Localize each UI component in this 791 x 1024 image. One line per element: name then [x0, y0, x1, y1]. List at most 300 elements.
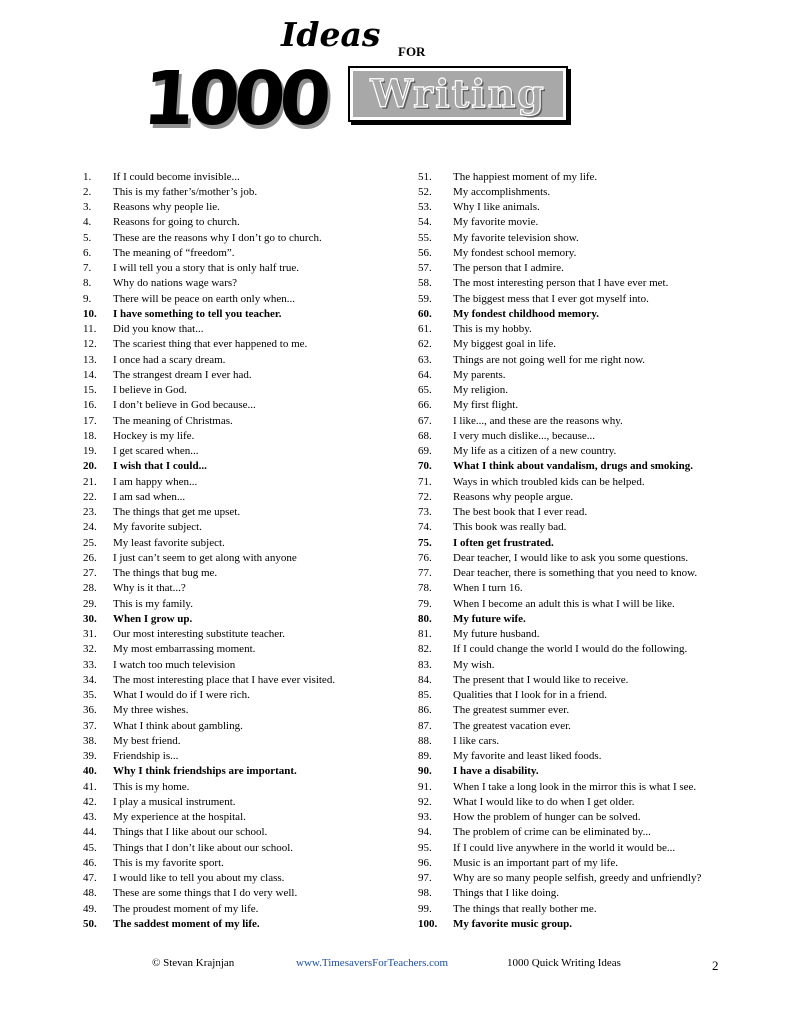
item-text: What I would like to do when I get older.: [453, 795, 635, 808]
item-number: 9.: [83, 292, 92, 305]
item-number: 31.: [83, 628, 97, 641]
item-number: 34.: [83, 673, 97, 686]
item-number: 23.: [83, 506, 97, 519]
item-text: My three wishes.: [113, 704, 189, 717]
item-number: 36.: [83, 704, 97, 717]
list-item: [418, 566, 748, 581]
item-number: 6.: [83, 246, 92, 259]
item-number: 27.: [83, 567, 97, 580]
item-number: 47.: [83, 872, 97, 885]
list-item: [83, 383, 393, 398]
item-text: The strangest dream I ever had.: [113, 368, 252, 381]
item-number: 85.: [418, 689, 432, 702]
item-text: Ways in which troubled kids can be helped.: [453, 475, 645, 488]
item-text: Why I like animals.: [453, 201, 540, 214]
item-number: 30.: [83, 612, 97, 625]
item-number: 92.: [418, 795, 432, 808]
list-item: [418, 718, 748, 733]
item-text: I am happy when...: [113, 475, 198, 488]
item-number: 62.: [418, 338, 432, 351]
item-number: 4.: [83, 216, 92, 229]
item-number: 24.: [83, 521, 97, 534]
item-number: 17.: [83, 414, 97, 427]
item-number: 69.: [418, 445, 432, 458]
list-item: [83, 322, 393, 337]
list-item: [418, 169, 748, 184]
list-item: [83, 169, 393, 184]
list-item: [83, 291, 393, 306]
list-item: [83, 520, 393, 535]
list-item: [83, 794, 393, 809]
list-item: [418, 520, 748, 535]
item-text: The problem of crime can be eliminated by...: [453, 826, 651, 839]
list-item: [83, 444, 393, 459]
ideas-heading: Ideas: [281, 15, 381, 54]
item-number: 28.: [83, 582, 97, 595]
list-item: [83, 825, 393, 840]
item-text: The biggest mess that I ever got myself into.: [453, 292, 649, 305]
list-item: [83, 200, 393, 215]
item-text: These are some things that I do very well.: [113, 887, 298, 900]
list-item: [83, 489, 393, 504]
item-number: 60.: [418, 307, 432, 320]
list-item: [418, 871, 748, 886]
item-text: My biggest goal in life.: [453, 338, 556, 351]
list-item: [83, 733, 393, 748]
item-number: 35.: [83, 689, 97, 702]
item-number: 3.: [83, 201, 92, 214]
list-item: [83, 810, 393, 825]
writing-banner-fill: [353, 71, 563, 117]
list-item: [418, 794, 748, 809]
list-item: [83, 352, 393, 367]
item-number: 93.: [418, 811, 432, 824]
list-item: [83, 886, 393, 901]
item-text: I very much dislike..., because...: [453, 429, 596, 442]
item-text: What I think about vandalism, drugs and smoking.: [453, 460, 693, 473]
item-number: 59.: [418, 292, 432, 305]
item-text: I often get frustrated.: [453, 536, 554, 549]
item-number: 51.: [418, 170, 432, 183]
item-text: I wish that I could...: [113, 460, 207, 473]
item-text: The person that I admire.: [453, 262, 564, 275]
list-item: [418, 733, 748, 748]
list-item: [418, 489, 748, 504]
list-item: [418, 215, 748, 230]
list-item: [418, 459, 748, 474]
item-text: Things are not going well for me right now.: [453, 353, 646, 366]
item-text: This is my family.: [113, 597, 193, 610]
item-text: Friendship is...: [113, 750, 179, 763]
list-item: [418, 642, 748, 657]
list-item: [418, 428, 748, 443]
item-number: 41.: [83, 780, 97, 793]
item-number: 1.: [83, 170, 92, 183]
list-item: [418, 200, 748, 215]
item-text: My religion.: [453, 384, 508, 397]
item-text: The greatest summer ever.: [453, 704, 570, 717]
item-number: 10.: [83, 307, 97, 320]
item-text: How the problem of hunger can be solved.: [453, 811, 641, 824]
list-item: [418, 245, 748, 260]
list-item: [83, 474, 393, 489]
item-number: 84.: [418, 673, 432, 686]
item-text: My fondest school memory.: [453, 246, 577, 259]
item-text: I once had a scary dream.: [113, 353, 226, 366]
item-text: Things that I like about our school.: [113, 826, 268, 839]
list-item: [83, 566, 393, 581]
item-number: 64.: [418, 368, 432, 381]
item-text: This is my favorite sport.: [113, 856, 224, 869]
list-item: [83, 871, 393, 886]
item-text: I would like to tell you about my class.: [113, 872, 285, 885]
item-number: 52.: [418, 185, 432, 198]
footer-website-link[interactable]: www.TimesaversForTeachers.com: [296, 957, 449, 969]
list-item: [418, 916, 748, 931]
item-text: I play a musical instrument.: [113, 795, 236, 808]
item-text: I am sad when...: [113, 490, 186, 503]
item-number: 13.: [83, 353, 97, 366]
item-text: The happiest moment of my life.: [453, 170, 598, 183]
item-text: I have a disability.: [453, 765, 539, 778]
list-item: [83, 337, 393, 352]
item-number: 96.: [418, 856, 432, 869]
list-item: [83, 657, 393, 672]
item-number: 56.: [418, 246, 432, 259]
list-item: [418, 611, 748, 626]
item-number: 39.: [83, 750, 97, 763]
item-text: When I turn 16.: [453, 582, 523, 595]
item-text: Things that I don’t like about our school.: [113, 841, 294, 854]
item-number: 48.: [83, 887, 97, 900]
writing-heading: Writing: [370, 71, 546, 116]
item-text: When I grow up.: [113, 612, 193, 625]
item-text: I just can’t seem to get along with anyone: [113, 551, 297, 564]
list-item: [83, 703, 393, 718]
item-text: Hockey is my life.: [113, 429, 195, 442]
list-item: [83, 215, 393, 230]
item-number: 76.: [418, 551, 432, 564]
list-item: [418, 672, 748, 687]
list-item: [418, 322, 748, 337]
item-text: The meaning of Christmas.: [113, 414, 233, 427]
item-text: What I would do if I were rich.: [113, 689, 250, 702]
item-number: 11.: [83, 323, 97, 336]
item-text: My fondest childhood memory.: [453, 307, 600, 320]
list-item: [418, 444, 748, 459]
item-text: The things that bug me.: [113, 567, 218, 580]
item-text: Why is it that...?: [113, 582, 186, 595]
item-text: Music is an important part of my life.: [453, 856, 618, 869]
list-item: [418, 810, 748, 825]
list-item: [418, 779, 748, 794]
list-item: [418, 535, 748, 550]
item-text: I believe in God.: [113, 384, 187, 397]
ideas-list-left-column: [83, 169, 393, 932]
item-number: 95.: [418, 841, 432, 854]
list-item: [83, 840, 393, 855]
list-item: [83, 901, 393, 916]
item-text: When I become an adult this is what I will be like.: [453, 597, 675, 610]
item-number: 46.: [83, 856, 97, 869]
item-number: 2.: [83, 185, 92, 198]
item-number: 86.: [418, 704, 432, 717]
item-text: My parents.: [453, 368, 506, 381]
item-number: 100.: [418, 917, 438, 930]
item-number: 14.: [83, 368, 97, 381]
item-number: 7.: [83, 262, 92, 275]
item-number: 83.: [418, 658, 432, 671]
item-text: My favorite television show.: [453, 231, 579, 244]
item-number: 87.: [418, 719, 432, 732]
item-number: 15.: [83, 384, 97, 397]
list-item: [418, 291, 748, 306]
item-number: 5.: [83, 231, 92, 244]
list-item: [418, 688, 748, 703]
item-number: 33.: [83, 658, 97, 671]
item-number: 57.: [418, 262, 432, 275]
list-item: [83, 581, 393, 596]
list-item: [418, 276, 748, 291]
item-text: The proudest moment of my life.: [113, 902, 259, 915]
item-text: If I could change the world I would do the following.: [453, 643, 688, 656]
ideas-list-right-column: [418, 169, 748, 932]
list-item: [83, 505, 393, 520]
item-text: This is my home.: [113, 780, 190, 793]
item-text: When I take a long look in the mirror this is what I see.: [453, 780, 697, 793]
item-text: The saddest moment of my life.: [113, 917, 260, 930]
item-text: I don’t believe in God because...: [113, 399, 256, 412]
list-item: [83, 855, 393, 870]
item-text: I like..., and these are the reasons why.: [453, 414, 623, 427]
item-text: I get scared when...: [113, 445, 199, 458]
list-item: [418, 581, 748, 596]
item-number: 61.: [418, 323, 432, 336]
item-text: My favorite music group.: [453, 917, 572, 930]
item-number: 81.: [418, 628, 432, 641]
list-item: [83, 688, 393, 703]
page-footer: [0, 957, 791, 975]
item-text: If I could live anywhere in the world it would be...: [453, 841, 676, 854]
list-item: [418, 184, 748, 199]
list-item: [418, 855, 748, 870]
item-number: 97.: [418, 872, 432, 885]
item-number: 53.: [418, 201, 432, 214]
item-text: Did you know that...: [113, 323, 204, 336]
item-number: 50.: [83, 917, 97, 930]
list-item: [83, 916, 393, 931]
item-number: 72.: [418, 490, 432, 503]
item-number: 66.: [418, 399, 432, 412]
item-text: The greatest vacation ever.: [453, 719, 571, 732]
list-item: [418, 306, 748, 321]
item-number: 25.: [83, 536, 97, 549]
item-text: What I think about gambling.: [113, 719, 243, 732]
item-text: My least favorite subject.: [113, 536, 225, 549]
footer-book-title: 1000 Quick Writing Ideas: [507, 957, 621, 969]
item-number: 42.: [83, 795, 97, 808]
item-text: Things that I like doing.: [453, 887, 560, 900]
item-text: My future husband.: [453, 628, 540, 641]
item-text: The most interesting place that I have ever visited.: [113, 673, 336, 686]
item-number: 19.: [83, 445, 97, 458]
item-number: 54.: [418, 216, 432, 229]
item-number: 38.: [83, 734, 97, 747]
item-number: 26.: [83, 551, 97, 564]
item-number: 99.: [418, 902, 432, 915]
item-text: I have something to tell you teacher.: [113, 307, 282, 320]
item-number: 21.: [83, 475, 97, 488]
item-number: 55.: [418, 231, 432, 244]
list-item: [418, 474, 748, 489]
item-number: 77.: [418, 567, 432, 580]
item-number: 70.: [418, 460, 432, 473]
list-item: [83, 245, 393, 260]
list-item: [418, 352, 748, 367]
item-number: 8.: [83, 277, 92, 290]
item-text: Why do nations wage wars?: [113, 277, 238, 290]
item-number: 12.: [83, 338, 97, 351]
item-number: 18.: [83, 429, 97, 442]
list-item: [83, 428, 393, 443]
item-number: 74.: [418, 521, 432, 534]
item-number: 63.: [418, 353, 432, 366]
writing-banner: [348, 66, 568, 122]
item-text: My favorite and least liked foods.: [453, 750, 602, 763]
item-text: This book was really bad.: [453, 521, 567, 534]
item-number: 44.: [83, 826, 97, 839]
list-item: [418, 230, 748, 245]
item-text: The things that really bother me.: [453, 902, 597, 915]
item-text: The scariest thing that ever happened to me.: [113, 338, 308, 351]
item-text: Why are so many people selfish, greedy and unfriendly?: [453, 872, 702, 885]
list-item: [418, 657, 748, 672]
item-number: 68.: [418, 429, 432, 442]
item-text: This is my hobby.: [453, 323, 532, 336]
item-text: I like cars.: [453, 734, 500, 747]
item-text: Reasons why people lie.: [113, 201, 220, 214]
item-number: 49.: [83, 902, 97, 915]
item-text: Reasons why people argue.: [453, 490, 574, 503]
list-item: [83, 413, 393, 428]
item-number: 98.: [418, 887, 432, 900]
item-number: 37.: [83, 719, 97, 732]
item-number: 90.: [418, 765, 432, 778]
item-text: If I could become invisible...: [113, 170, 240, 183]
item-text: The best book that I ever read.: [453, 506, 588, 519]
list-item: [83, 749, 393, 764]
item-number: 29.: [83, 597, 97, 610]
item-number: 82.: [418, 643, 432, 656]
list-item: [418, 764, 748, 779]
item-text: This is my father’s/mother’s job.: [113, 185, 258, 198]
list-item: [418, 840, 748, 855]
list-item: [418, 825, 748, 840]
item-number: 40.: [83, 765, 97, 778]
item-number: 67.: [418, 414, 432, 427]
list-item: [418, 703, 748, 718]
list-item: [418, 627, 748, 642]
item-number: 58.: [418, 277, 432, 290]
item-text: My wish.: [453, 658, 495, 671]
list-item: [83, 779, 393, 794]
item-text: These are the reasons why I don’t go to church.: [113, 231, 322, 244]
list-item: [83, 306, 393, 321]
list-item: [83, 535, 393, 550]
item-text: My best friend.: [113, 734, 181, 747]
list-item: [418, 886, 748, 901]
list-item: [418, 749, 748, 764]
item-text: Reasons for going to church.: [113, 216, 240, 229]
item-number: 20.: [83, 460, 97, 473]
item-text: My first flight.: [453, 399, 519, 412]
item-number: 45.: [83, 841, 97, 854]
list-item: [83, 718, 393, 733]
item-number: 16.: [83, 399, 97, 412]
item-text: I will tell you a story that is only half true.: [113, 262, 300, 275]
item-text: My accomplishments.: [453, 185, 551, 198]
item-number: 88.: [418, 734, 432, 747]
item-number: 65.: [418, 384, 432, 397]
item-number: 78.: [418, 582, 432, 595]
list-item: [83, 261, 393, 276]
list-item: [83, 642, 393, 657]
list-item: [83, 230, 393, 245]
list-item: [418, 413, 748, 428]
list-item: [83, 398, 393, 413]
list-item: [418, 337, 748, 352]
list-item: [83, 627, 393, 642]
item-text: My future wife.: [453, 612, 526, 625]
list-item: [418, 550, 748, 565]
item-text: My life as a citizen of a new country.: [453, 445, 617, 458]
item-number: 73.: [418, 506, 432, 519]
item-text: Dear teacher, there is something that you need to know.: [453, 567, 698, 580]
list-item: [83, 550, 393, 565]
page-header: [0, 0, 791, 160]
list-item: [418, 261, 748, 276]
list-item: [83, 596, 393, 611]
item-number: 22.: [83, 490, 97, 503]
page-number: 2: [712, 958, 719, 973]
item-number: 43.: [83, 811, 97, 824]
thousand-heading: 1000: [139, 56, 328, 142]
item-text: Qualities that I look for in a friend.: [453, 689, 607, 702]
item-text: Dear teacher, I would like to ask you some questions.: [453, 551, 689, 564]
item-number: 89.: [418, 750, 432, 763]
list-item: [418, 367, 748, 382]
item-text: There will be peace on earth only when...: [113, 292, 296, 305]
item-text: The present that I would like to receive.: [453, 673, 629, 686]
list-item: [83, 611, 393, 626]
item-text: I watch too much television: [113, 658, 236, 671]
list-item: [83, 672, 393, 687]
list-item: [418, 383, 748, 398]
item-text: The most interesting person that I have ever met.: [453, 277, 669, 290]
list-item: [418, 596, 748, 611]
item-text: My favorite movie.: [453, 216, 539, 229]
item-number: 71.: [418, 475, 432, 488]
footer-author: © Stevan Krajnjan: [152, 957, 235, 969]
item-number: 79.: [418, 597, 432, 610]
item-text: My favorite subject.: [113, 521, 202, 534]
item-text: The meaning of “freedom”.: [113, 246, 235, 259]
item-number: 91.: [418, 780, 432, 793]
list-item: [83, 276, 393, 291]
item-number: 75.: [418, 536, 432, 549]
item-text: Our most interesting substitute teacher.: [113, 628, 285, 641]
for-label: FOR: [398, 44, 426, 59]
